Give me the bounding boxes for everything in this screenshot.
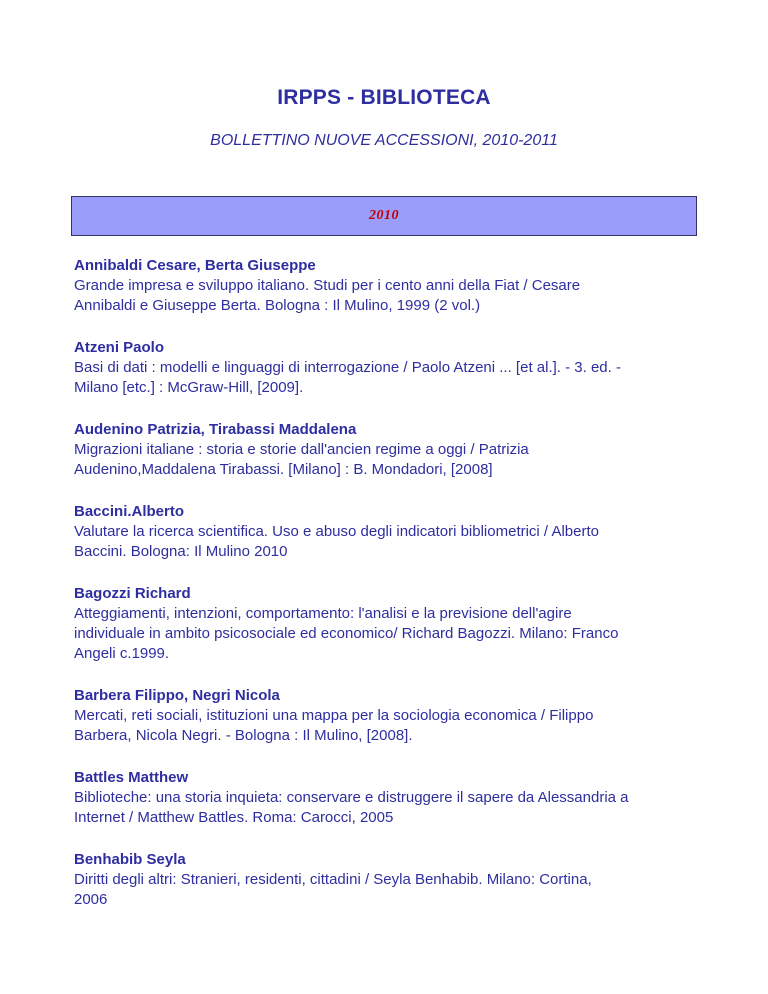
list-item: [74, 850, 694, 910]
entry-description-line: Milano [etc.] : McGraw-Hill, [2009].: [74, 379, 304, 396]
page-subtitle: BOLLETTINO NUOVE ACCESSIONI, 2010-2011: [210, 132, 558, 149]
entry-description-line: Valutare la ricerca scientifica. Uso e abuso degli indicatori bibliometrici / Alberto: [74, 523, 599, 540]
entry-description-line: Basi di dati : modelli e linguaggi di interrogazione / Paolo Atzeni ... [et al.]. - 3. ed. -: [74, 359, 621, 376]
entry-author: Bagozzi Richard: [74, 585, 191, 602]
entry-description-line: Diritti degli altri: Stranieri, residenti, cittadini / Seyla Benhabib. Milano: Cortina,: [74, 871, 592, 888]
entry-author: Battles Matthew: [74, 769, 189, 786]
entry-author: Barbera Filippo, Negri Nicola: [74, 687, 280, 704]
entry-description-line: Grande impresa e sviluppo italiano. Studi per i cento anni della Fiat / Cesare: [74, 277, 581, 294]
entry-description-line: Atteggiamenti, intenzioni, comportamento: l'analisi e la previsione dell'agire: [74, 605, 572, 622]
list-item: [74, 338, 694, 398]
entry-description-line: Baccini. Bologna: Il Mulino 2010: [74, 543, 288, 560]
list-item: [74, 256, 694, 316]
entry-author: Baccini.Alberto: [74, 503, 185, 520]
page-title: IRPPS - BIBLIOTECA: [277, 86, 491, 109]
entry-description-line: individuale in ambito psicosociale ed economico/ Richard Bagozzi. Milano: Franco: [74, 625, 619, 642]
entry-author: Annibaldi Cesare, Berta Giuseppe: [74, 257, 316, 274]
list-item: [74, 768, 694, 828]
entry-author: Atzeni Paolo: [74, 339, 165, 356]
list-item: [74, 420, 694, 480]
accession-list: [74, 256, 694, 932]
entry-description-line: Angeli c.1999.: [74, 645, 170, 662]
entry-description-line: Internet / Matthew Battles. Roma: Carocci, 2005: [74, 809, 394, 826]
list-item: [74, 502, 694, 562]
entry-description-line: Annibaldi e Giuseppe Berta. Bologna : Il Mulino, 1999 (2 vol.): [74, 297, 481, 314]
entry-description-line: Migrazioni italiane : storia e storie dall'ancien regime a oggi / Patrizia: [74, 441, 529, 458]
entry-description-line: Audenino,Maddalena Tirabassi. [Milano] : B. Mondadori, [2008]: [74, 461, 493, 478]
entry-description-line: Barbera, Nicola Negri. - Bologna : Il Mulino, [2008].: [74, 727, 413, 744]
entry-description-line: Mercati, reti sociali, istituzioni una mappa per la sociologia economica / Filippo: [74, 707, 594, 724]
entry-description-line: Biblioteche: una storia inquieta: conservare e distruggere il sapere da Alessandria a: [74, 789, 629, 806]
entry-author: Audenino Patrizia, Tirabassi Maddalena: [74, 421, 357, 438]
list-item: [74, 686, 694, 746]
year-label: 2010: [369, 208, 399, 223]
list-item: [74, 584, 694, 664]
entry-description-line: 2006: [74, 891, 108, 908]
year-section-header: [71, 196, 697, 236]
entry-author: Benhabib Seyla: [74, 851, 186, 868]
